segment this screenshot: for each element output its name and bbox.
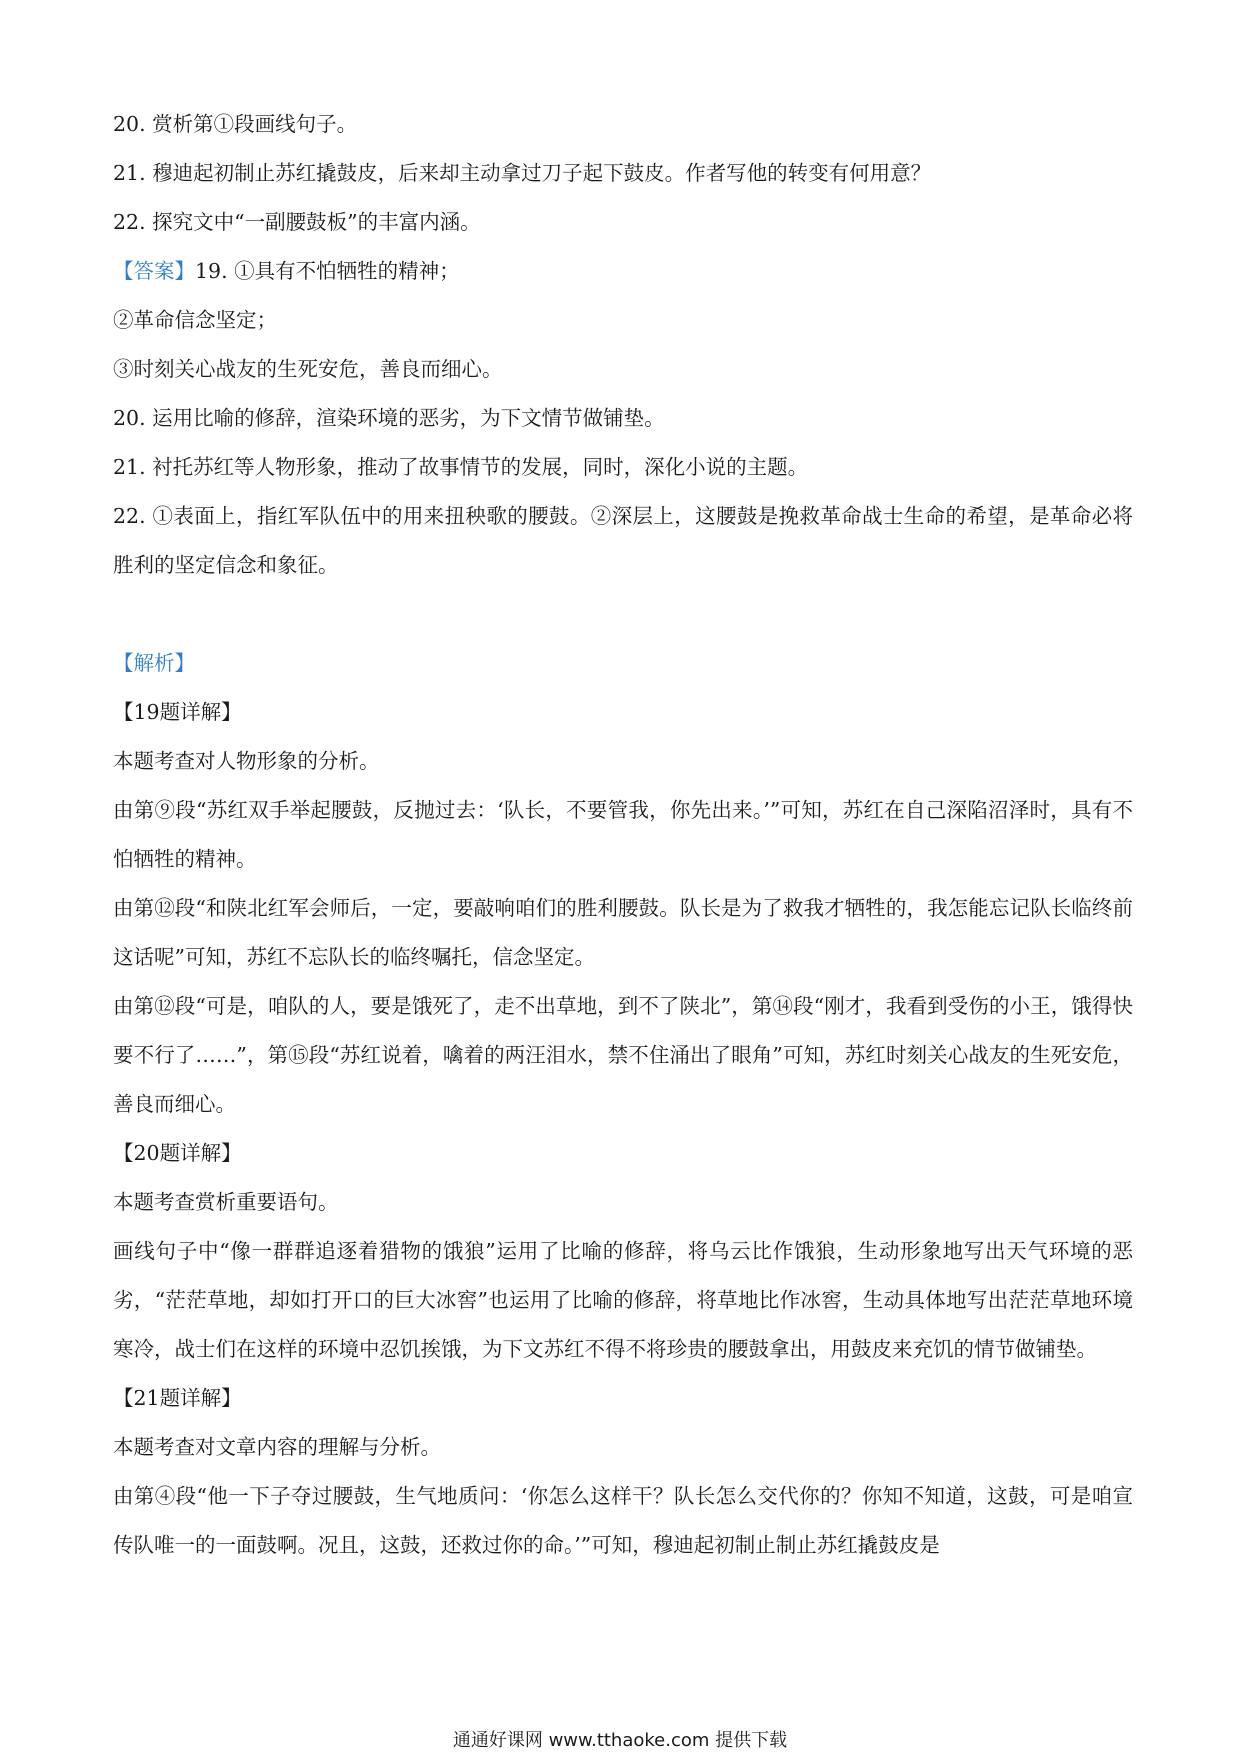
section-19-paragraph-1: 本题考查对人物形象的分析。: [113, 749, 380, 773]
section-heading-19: 【19题详解】: [113, 700, 242, 724]
section-heading-20: 【20题详解】: [113, 1141, 242, 1165]
answer-label: 【答案】: [113, 259, 195, 283]
answer-20: 20. 运用比喻的修辞，渲染环境的恶劣，为下文情节做铺垫。: [113, 406, 665, 430]
document-body: [113, 100, 1133, 1570]
page-footer: 通通好课网 www.tthaoke.com 提供下载: [452, 1730, 788, 1751]
answer-first-line: [113, 247, 1133, 296]
spacer: [113, 590, 1133, 639]
question-22: 22. 探究文中“一副腰鼓板”的丰富内涵。: [113, 210, 481, 234]
section-heading-21: 【21题详解】: [113, 1386, 242, 1410]
answer-22: 22. ①表面上，指红军队伍中的用来扭秧歌的腰鼓。②深层上，这腰鼓是挽救革命战士生命的希望，是革命必将胜利的坚定信念和象征。: [113, 504, 1133, 577]
answer-19-2: ②革命信念坚定；: [113, 308, 277, 332]
answer-19-1: 19. ①具有不怕牺牲的精神；: [195, 259, 460, 283]
answer-21: 21. 衬托苏红等人物形象，推动了故事情节的发展，同时，深化小说的主题。: [113, 455, 809, 479]
section-19-paragraph-4: 由第⑫段“可是，咱队的人，要是饿死了，走不出草地，到不了陕北”，第⑭段“刚才，我看到受伤的小王，饿得快要不行了……”，第⑮段“苏红说着，噙着的两汪泪水，禁不住涌出了眼角”可知，苏红时刻关心战友的生死安危，善良而细心。: [113, 994, 1133, 1116]
answer-19-3: ③时刻关心战友的生死安危，善良而细心。: [113, 357, 503, 381]
section-20-paragraph-1: 本题考查赏析重要语句。: [113, 1190, 339, 1214]
section-19-paragraph-3: 由第⑫段“和陕北红军会师后，一定，要敲响咱们的胜利腰鼓。队长是为了救我才牺牲的，我怎能忘记队长临终前这话呢”可知，苏红不忘队长的临终嘱托，信念坚定。: [113, 896, 1133, 969]
section-19-paragraph-2: 由第⑨段“苏红双手举起腰鼓，反抛过去：‘队长，不要管我，你先出来。’”可知，苏红在自己深陷沼泽时，具有不怕牺牲的精神。: [113, 798, 1133, 871]
question-20: 20. 赏析第①段画线句子。: [113, 112, 358, 136]
section-21-paragraph-1: 本题考查对文章内容的理解与分析。: [113, 1435, 441, 1459]
section-21-paragraph-2: 由第④段“他一下子夺过腰鼓，生气地质问：‘你怎么这样干？队长怎么交代你的？你知不知道，这鼓，可是咱宣传队唯一的一面鼓啊。况且，这鼓，还救过你的命。’”可知，穆迪起初制止制止苏红撬鼓皮是: [113, 1484, 1133, 1557]
analysis-label: 【解析】: [113, 651, 195, 675]
section-20-paragraph-2: 画线句子中“像一群群追逐着猎物的饿狼”运用了比喻的修辞，将乌云比作饿狼，生动形象地写出天气环境的恶劣，“茫茫草地，却如打开口的巨大冰窖”也运用了比喻的修辞，将草地比作冰窖，生动具体地写出茫茫草地环境寒冷，战士们在这样的环境中忍饥挨饿，为下文苏红不得不将珍贵的腰鼓拿出，用鼓皮来充饥的情节做铺垫。: [113, 1239, 1133, 1361]
question-21: 21. 穆迪起初制止苏红撬鼓皮，后来却主动拿过刀子起下鼓皮。作者写他的转变有何用意？: [113, 161, 932, 185]
